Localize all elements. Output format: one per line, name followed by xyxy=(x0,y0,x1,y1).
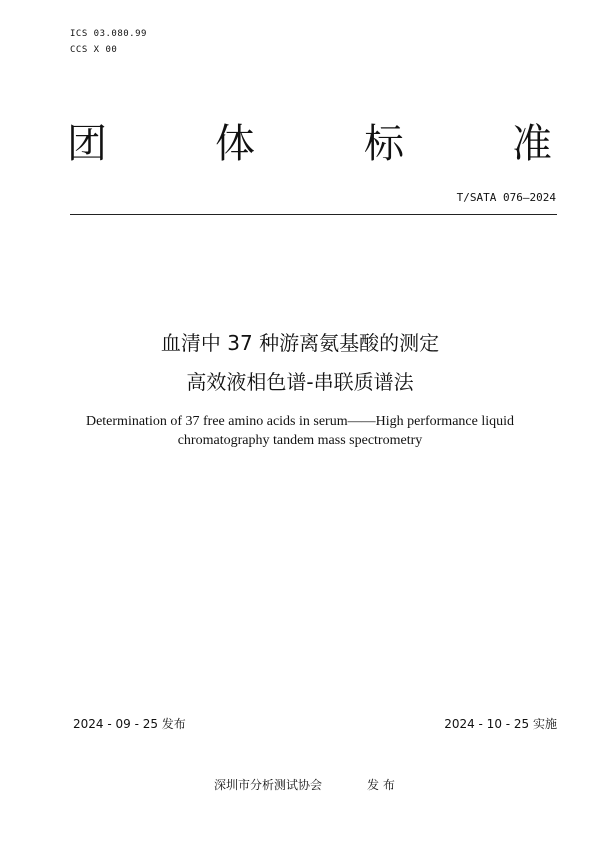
issuer-organization: 深圳市分析测试协会 xyxy=(214,778,323,792)
title-char-2: 体 xyxy=(215,121,255,167)
standard-number: T/SATA 076—2024 xyxy=(456,191,556,204)
chinese-title-line-1: 血清中 37 种游离氨基酸的测定 xyxy=(160,331,440,355)
english-title-line-2: chromatography tandem mass spectrometry xyxy=(177,433,423,448)
title-char-4: 准 xyxy=(512,121,552,167)
issuer-action: 发 布 xyxy=(367,778,395,792)
publish-date: 2024 - 09 - 25 发布 xyxy=(73,717,186,731)
ccs-code: CCS X 00 xyxy=(70,45,118,55)
chinese-title-line-2: 高效液相色谱-串联质谱法 xyxy=(186,370,414,394)
header-divider xyxy=(70,214,557,215)
ics-code: ICS 03.080.99 xyxy=(70,29,147,39)
title-char-3: 标 xyxy=(364,121,404,167)
english-title-line-1: Determination of 37 free amino acids in serum——High performance liquid xyxy=(85,414,515,429)
implement-date: 2024 - 10 - 25 实施 xyxy=(444,717,557,731)
title-char-1: 团 xyxy=(67,121,107,167)
